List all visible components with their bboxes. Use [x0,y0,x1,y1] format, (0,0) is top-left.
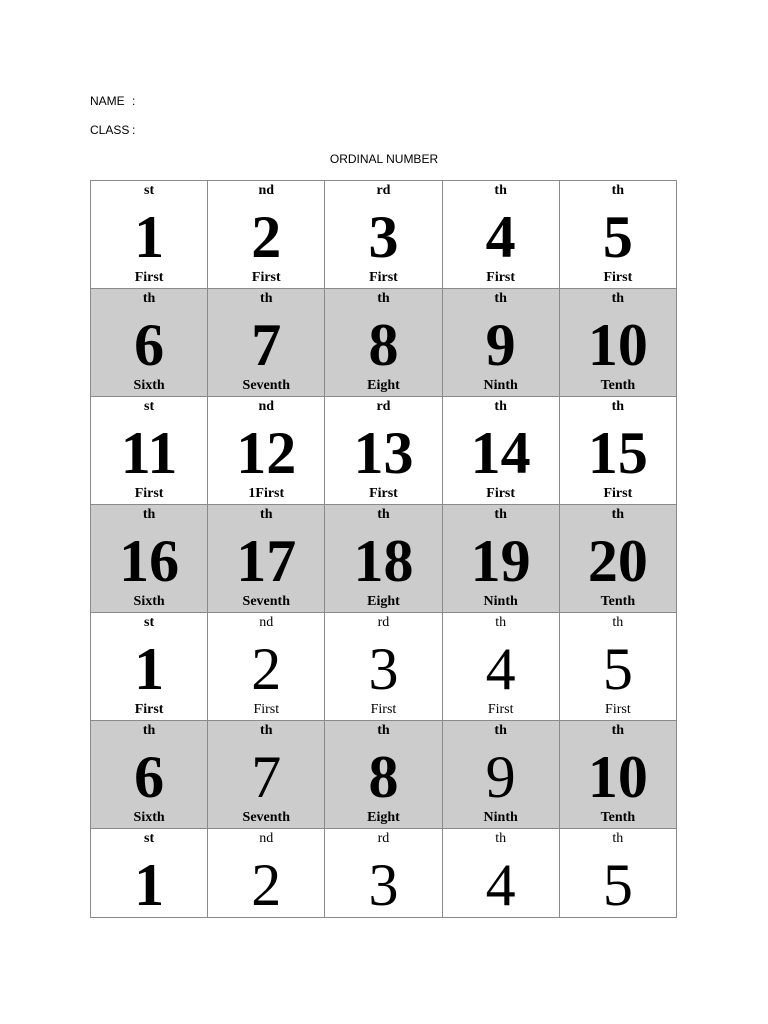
ordinal-word: First [486,270,516,285]
ordinal-cell [442,181,559,289]
ordinal-cell [91,397,208,505]
ordinal-suffix: th [494,507,507,522]
table-row [91,613,677,721]
ordinal-suffix: th [494,723,507,738]
ordinal-word: First [251,270,281,285]
ordinal-number: 8 [368,744,399,810]
ordinal-cell [91,289,208,397]
ordinal-cell [559,829,676,918]
ordinal-word: Ninth [483,810,518,825]
ordinal-suffix: th [611,183,625,198]
ordinal-cell [559,289,676,397]
ordinal-word: Eight [367,378,400,393]
ordinal-word: First [369,486,398,501]
ordinal-word: Tenth [600,594,636,609]
ordinal-cell [208,289,325,397]
ordinal-cell [91,181,208,289]
ordinal-number: 20 [587,528,648,594]
table-row [91,721,677,829]
ordinal-suffix: th [142,723,156,738]
ordinal-cell [325,505,442,613]
ordinal-word: Seventh [242,810,290,825]
ordinal-cell [91,721,208,829]
ordinal-number: 16 [119,528,180,594]
ordinal-number: 1 [134,204,165,270]
ordinal-word: Eight [367,810,400,825]
ordinal-cell [559,181,676,289]
table-row [91,289,677,397]
ordinal-word: First [605,702,631,717]
ordinal-cell [325,829,442,918]
ordinal-cell [559,721,676,829]
table-row [91,181,677,289]
class-field [90,123,135,137]
ordinal-suffix: rd [376,399,391,414]
ordinal-word: First [134,486,164,501]
ordinal-word: Sixth [133,810,165,825]
ordinal-number: 4 [485,636,516,702]
class-label: CLASS [90,123,130,137]
table-row [91,397,677,505]
ordinal-number: 9 [485,312,516,378]
ordinal-word: Seventh [242,594,290,609]
ordinal-suffix: th [142,507,156,522]
ordinal-word: First [370,702,397,717]
ordinal-number: 5 [602,204,633,270]
ordinal-suffix: th [377,723,390,738]
ordinal-cell [91,829,208,918]
ordinal-cell [325,721,442,829]
table-row [91,505,677,613]
ordinal-cell [208,721,325,829]
ordinal-word: First [134,702,164,717]
ordinal-suffix: th [611,399,625,414]
ordinal-number: 17 [236,528,297,594]
ordinal-suffix: th [611,723,625,738]
ordinal-number: 11 [120,420,178,486]
ordinal-number: 15 [587,420,648,486]
ordinal-cell [91,505,208,613]
ordinal-suffix: st [144,831,155,846]
ordinal-number: 5 [602,636,633,702]
ordinal-suffix: th [612,831,624,846]
ordinal-number: 13 [353,420,414,486]
ordinal-suffix: th [611,291,625,306]
ordinal-word: First [603,486,633,501]
ordinal-word: Ninth [483,594,518,609]
ordinal-suffix: th [377,291,390,306]
ordinal-number: 2 [251,204,282,270]
ordinal-number: 18 [353,528,414,594]
ordinal-suffix: nd [259,831,274,846]
ordinal-number: 1 [134,636,165,702]
ordinal-number: 10 [587,312,648,378]
ordinal-word: First [487,702,514,717]
ordinal-cell [442,289,559,397]
ordinal-word: Seventh [242,378,290,393]
table-row [91,829,677,918]
ordinal-number: 7 [251,312,282,378]
ordinal-word: Sixth [133,378,165,393]
ordinal-cell [442,829,559,918]
ordinal-word: First [134,270,164,285]
ordinal-word: 1First [248,486,285,501]
ordinal-number: 4 [485,204,516,270]
ordinal-cell [91,613,208,721]
ordinal-word: First [253,702,280,717]
ordinal-cell [325,181,442,289]
ordinal-cell [442,721,559,829]
ordinal-number: 2 [251,636,282,702]
ordinal-number: 12 [236,420,297,486]
ordinal-number: 2 [251,852,282,918]
ordinal-number: 7 [251,744,282,810]
ordinal-cell [208,505,325,613]
ordinal-word: Tenth [600,810,636,825]
ordinal-cell [208,829,325,918]
ordinal-number: 6 [134,312,165,378]
ordinal-word: First [369,270,398,285]
name-separator: : [132,94,136,108]
ordinal-number: 1 [134,852,165,918]
ordinal-suffix: rd [376,183,391,198]
ordinal-word: Sixth [133,594,165,609]
ordinal-suffix: th [260,723,273,738]
ordinal-suffix: nd [259,615,274,630]
ordinal-cell [208,397,325,505]
name-field [90,94,135,108]
ordinal-number: 5 [602,852,633,918]
ordinal-cell [442,505,559,613]
ordinal-cell [559,505,676,613]
ordinal-number: 3 [368,852,399,918]
ordinal-suffix: rd [377,831,390,846]
ordinal-suffix: th [494,399,507,414]
ordinal-cell [325,289,442,397]
ordinal-suffix: rd [377,615,390,630]
ordinal-number: 10 [587,744,648,810]
ordinal-cell [325,397,442,505]
ordinal-cell [559,397,676,505]
ordinal-suffix: st [144,399,155,414]
ordinal-cell [208,181,325,289]
ordinal-word: First [486,486,516,501]
ordinal-suffix: th [494,183,507,198]
ordinal-suffix: st [144,183,155,198]
name-label: NAME [90,94,125,108]
ordinal-suffix: th [260,507,273,522]
ordinal-number: 6 [134,744,165,810]
page-title: ORDINAL NUMBER [329,152,439,166]
ordinal-suffix: th [494,291,507,306]
ordinal-cell [208,613,325,721]
ordinal-word: Ninth [483,378,518,393]
ordinal-suffix: th [495,831,507,846]
ordinal-number: 9 [485,744,516,810]
ordinal-suffix: nd [258,399,275,414]
ordinal-word: Eight [367,594,400,609]
ordinal-suffix: th [142,291,156,306]
ordinal-number: 3 [368,204,399,270]
ordinal-cell [442,613,559,721]
ordinal-number: 3 [368,636,399,702]
ordinal-suffix: th [611,507,625,522]
ordinal-number: 19 [470,528,531,594]
ordinal-cell [442,397,559,505]
ordinal-suffix: th [377,507,390,522]
ordinal-cell [559,613,676,721]
ordinal-word: First [603,270,633,285]
ordinal-suffix: nd [258,183,275,198]
ordinal-cell [325,613,442,721]
ordinal-number: 4 [485,852,516,918]
ordinal-suffix: th [495,615,507,630]
ordinal-suffix: th [612,615,624,630]
ordinal-suffix: st [144,615,155,630]
ordinal-number-table [90,180,677,918]
ordinal-word: Tenth [600,378,636,393]
class-separator: : [132,123,136,137]
ordinal-suffix: th [260,291,273,306]
ordinal-number: 14 [470,420,531,486]
ordinal-number: 8 [368,312,399,378]
